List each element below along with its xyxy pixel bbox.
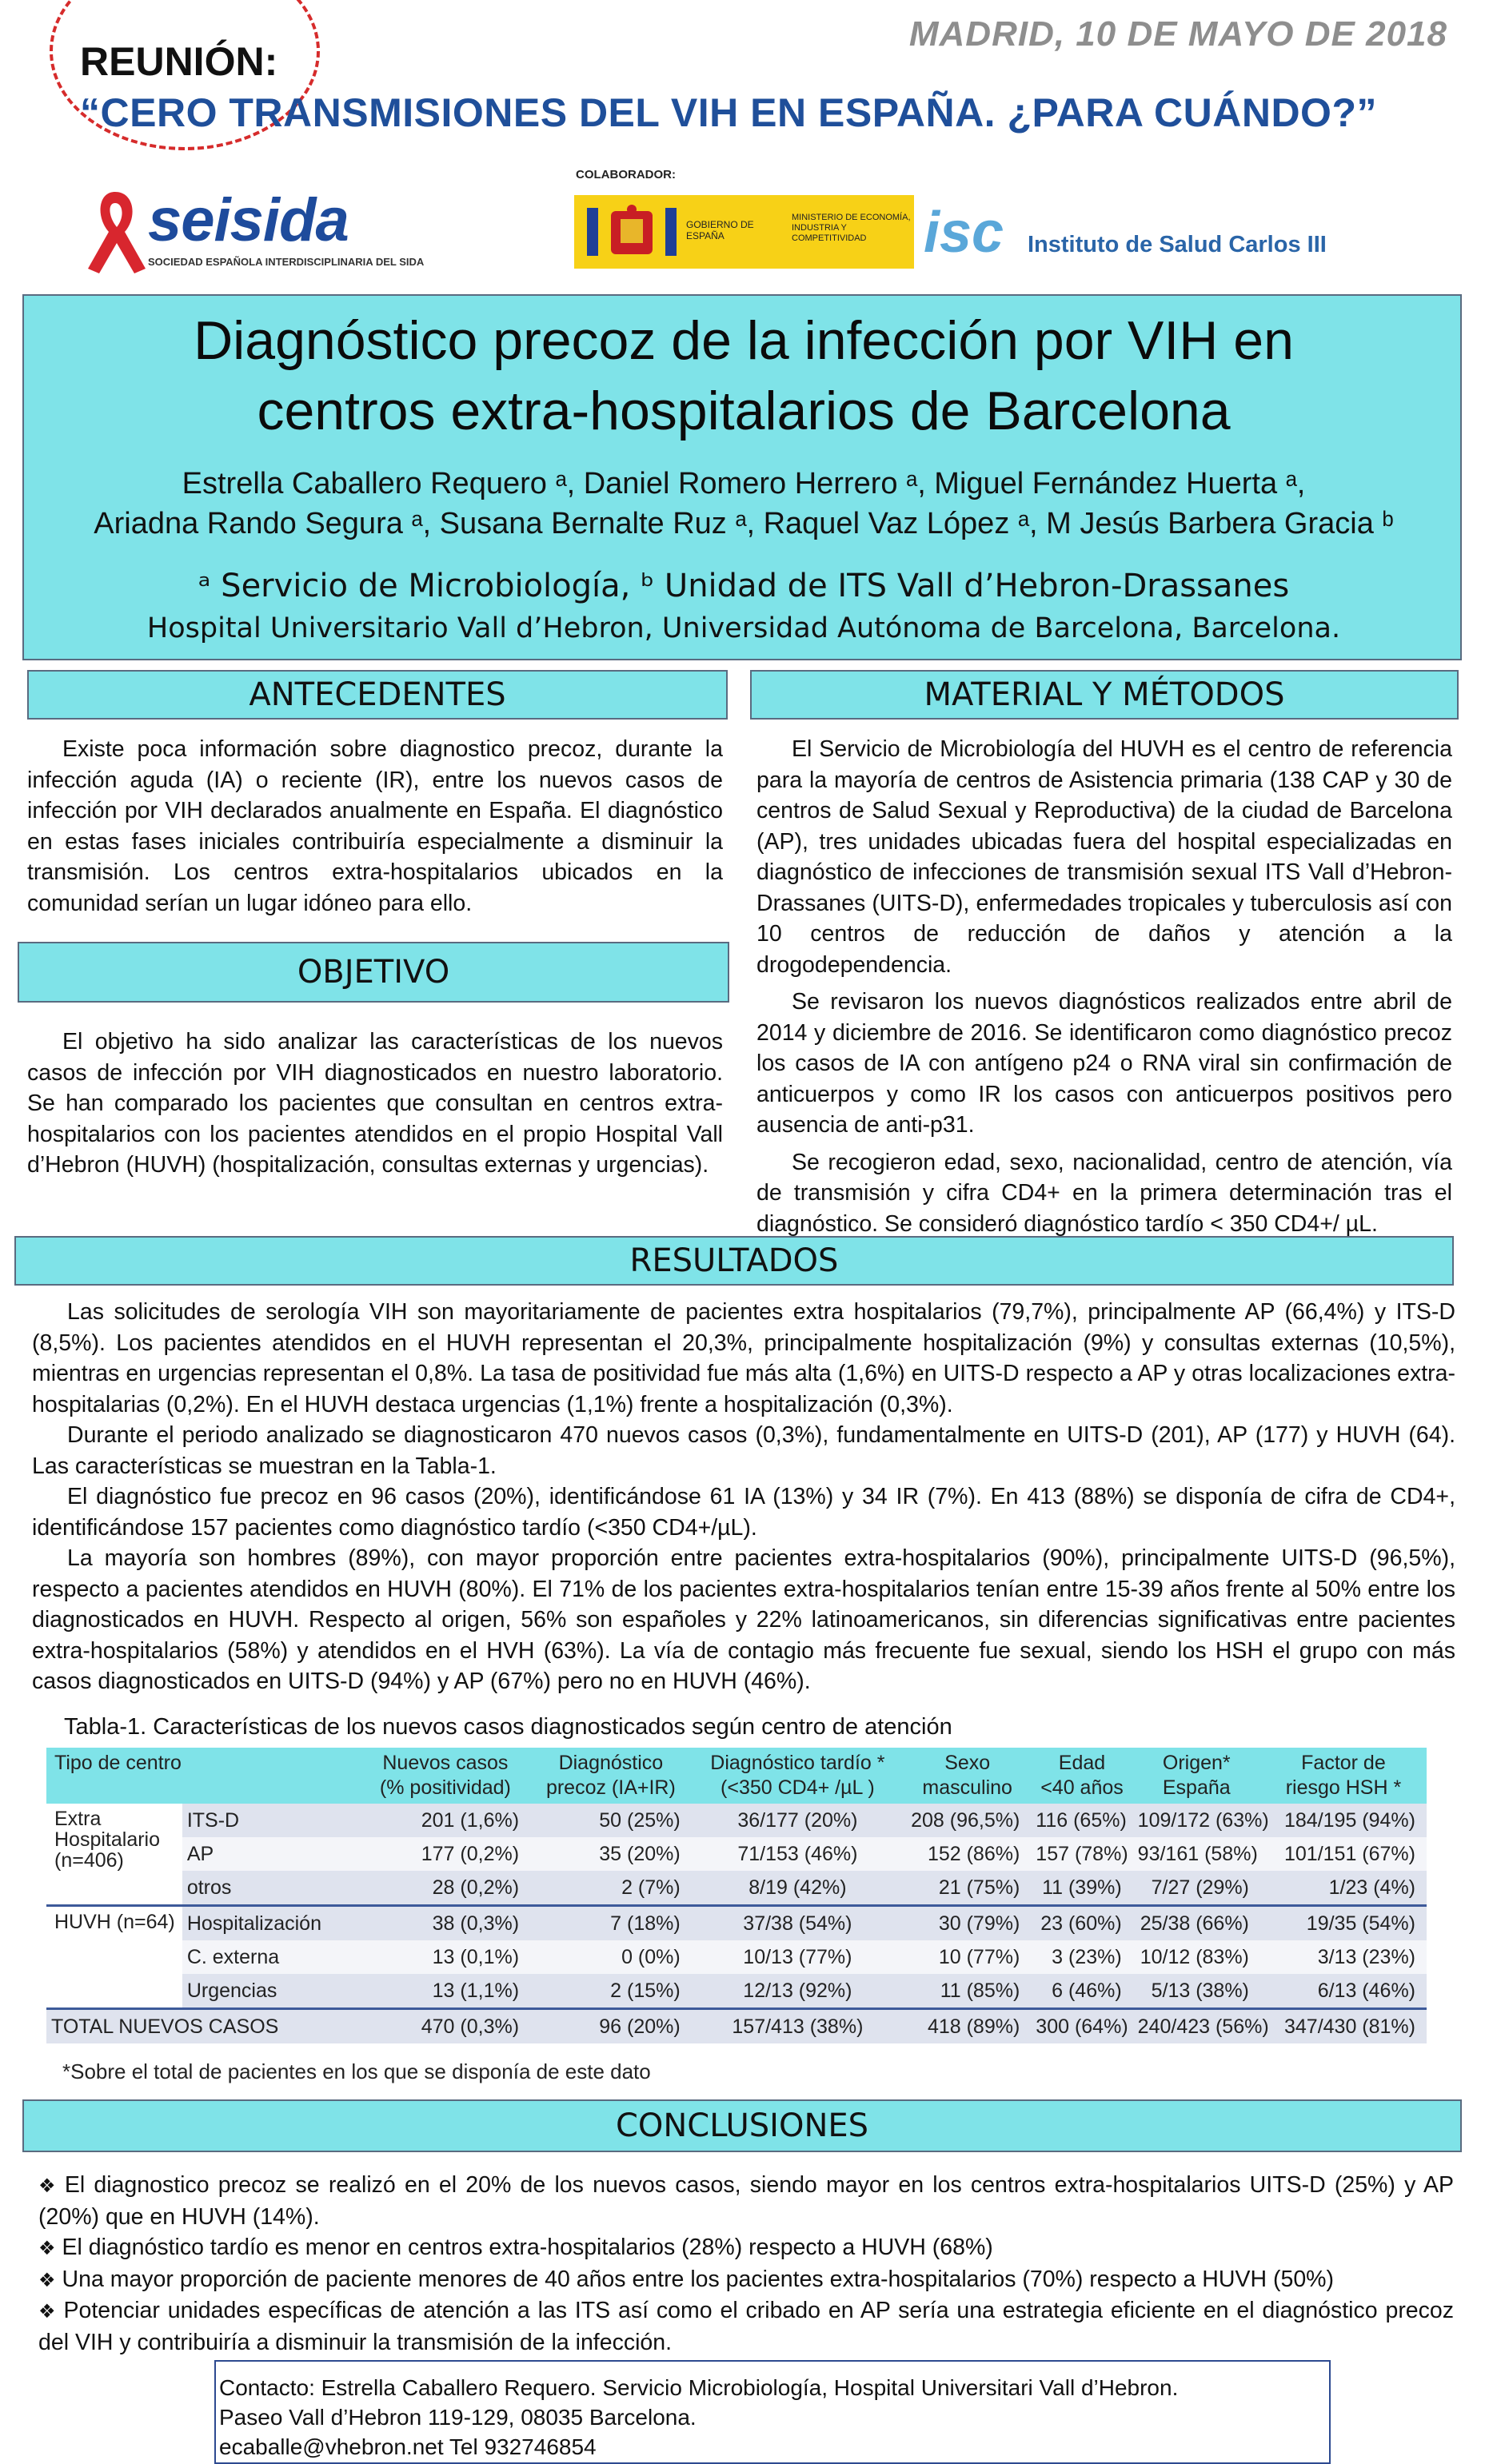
conclusion-item: ❖ El diagnóstico tardío es menor en centros extra-hospitalarios (28%) respecto a HUVH (68%)	[38, 2235, 993, 2260]
conclusion-item: ❖ Potenciar unidades específicas de atención a las ITS así como el cribado en AP sería una estrategia eficiente en el diagnóstico precoz del VIH y contribuiría a disminuir la transmisión de la infección.	[38, 2298, 1455, 2355]
cell-precoz: 35 (20%)	[530, 1837, 692, 1871]
resultados-paragraph: Las solicitudes de serología VIH son mayoritariamente de pacientes extra hospitalarios (79,7%), principalmente AP (66,4%) y ITS-D (8,5%). Los pacientes atendidos en el HUVH representan el 20,3%, principalmente hospitalización (9%) y consultas externas (10,5%), mientras en urgencias representan el 0,8%. La tasa de positividad fue más alta (1,6%) en UITS-D respecto a AP y otras localizaciones extra-hospitalarias (0,2%). En el HUVH destaca urgencias (1,1%) frente a hospitalización (0,3%).	[32, 1299, 1455, 1417]
header-tipo-centro: Tipo de centro	[46, 1748, 361, 1804]
conclusions-list	[38, 2170, 1454, 2358]
cell-riesgo: 1/23 (4%)	[1260, 1871, 1427, 1906]
header-diagnostico-precoz: Diagnóstico precoz (IA+IR)	[530, 1748, 692, 1804]
diamond-bullet-icon: ❖	[38, 2300, 58, 2322]
material-paragraph: Se revisaron los nuevos diagnósticos realizados entre abril de 2014 y diciembre de 2016. Se identificaron como diagnóstico precoz los casos de IA con antígeno p24 o RNA viral sin confirmación de anticuerpos y como IR los casos con anticuerpos positivos pero ausencia de anti-p31.	[756, 989, 1452, 1138]
poster-title	[24, 305, 1463, 446]
coat-of-arms-icon	[584, 203, 680, 261]
isciii-mark: isc	[924, 201, 1004, 265]
poster-title-line-2: centros extra-hospitalarios de Barcelona	[257, 381, 1231, 441]
cell-tardio: 10/13 (77%)	[692, 1940, 904, 1974]
cell-total-label: TOTAL NUEVOS CASOS	[46, 2009, 361, 2044]
cell-tardio: 12/13 (92%)	[692, 1974, 904, 2009]
material-metodos-body	[756, 734, 1452, 1246]
meeting-label: REUNIÓN:	[80, 39, 278, 84]
cell-riesgo: 19/35 (54%)	[1260, 1906, 1427, 1941]
cell-nuevos: 38 (0,3%)	[361, 1906, 530, 1941]
cell-edad: 6 (46%)	[1031, 1974, 1132, 2009]
table-row	[46, 1837, 1427, 1871]
cell-precoz: 7 (18%)	[530, 1906, 692, 1941]
government-text: GOBIERNO DE ESPAÑA	[686, 219, 754, 241]
section-heading-resultados: RESULTADOS	[14, 1236, 1454, 1286]
material-paragraph: Se recogieron edad, sexo, nacionalidad, centro de atención, vía de transmisión y cifra CD4+ en la primera determinación tras el diagnóstico. Se consideró diagnóstico tardío < 350 CD4+/ µL.	[756, 1149, 1452, 1237]
isciii-logo	[924, 200, 1403, 267]
meeting-date: MADRID, 10 DE MAYO DE 2018	[908, 14, 1447, 54]
title-box	[22, 294, 1462, 660]
cell-origen: 7/27 (29%)	[1133, 1871, 1260, 1906]
cell-riesgo: 6/13 (46%)	[1260, 1974, 1427, 2009]
affiliation-line-1: ᵃ Servicio de Microbiología, ᵇ Unidad de ITS Vall d’Hebron-Drassanes	[198, 568, 1290, 604]
cell-center: AP	[182, 1837, 361, 1871]
header-banner	[0, 0, 1485, 288]
characteristics-table	[46, 1748, 1427, 2043]
cell-sexo: 21 (75%)	[904, 1871, 1031, 1906]
objetivo-body	[27, 1027, 723, 1181]
poster-title-line-1: Diagnóstico precoz de la infección por VIH en	[194, 310, 1294, 371]
cell-tardio: 71/153 (46%)	[692, 1837, 904, 1871]
contact-box	[214, 2360, 1331, 2464]
group-huvh: HUVH (n=64)	[46, 1906, 182, 2009]
seisida-logo	[80, 185, 448, 275]
diamond-bullet-icon: ❖	[38, 2268, 56, 2291]
contact-address: Paseo Vall d’Hebron 119-129, 08035 Barcelona.	[219, 2405, 697, 2430]
table-footnote: *Sobre el total de pacientes en los que se disponía de este dato	[62, 2059, 651, 2083]
collaborator-label: COLABORADOR:	[576, 168, 676, 181]
section-heading-objetivo: OBJETIVO	[18, 942, 729, 1003]
section-heading-material-metodos: MATERIAL Y MÉTODOS	[750, 670, 1459, 720]
cell-origen: 25/38 (66%)	[1133, 1906, 1260, 1941]
cell-tardio: 157/413 (38%)	[692, 2009, 904, 2044]
cell-center: ITS-D	[182, 1804, 361, 1837]
cell-origen: 93/161 (58%)	[1133, 1837, 1260, 1871]
cell-nuevos: 470 (0,3%)	[361, 2009, 530, 2044]
cell-edad: 157 (78%)	[1031, 1837, 1132, 1871]
seisida-subtitle: SOCIEDAD ESPAÑOLA INTERDISCIPLINARIA DEL SIDA	[148, 256, 425, 268]
cell-center: Hospitalización	[182, 1906, 361, 1941]
header-edad: Edad <40 años	[1031, 1748, 1132, 1804]
header-factor-riesgo: Factor de riesgo HSH *	[1260, 1748, 1427, 1804]
cell-sexo: 208 (96,5%)	[904, 1804, 1031, 1837]
cell-center: C. externa	[182, 1940, 361, 1974]
cell-riesgo: 101/151 (67%)	[1260, 1837, 1427, 1871]
table-row	[46, 1906, 1427, 1941]
cell-precoz: 2 (15%)	[530, 1974, 692, 2009]
cell-precoz: 96 (20%)	[530, 2009, 692, 2044]
results-table	[46, 1748, 1427, 2043]
material-paragraph: El Servicio de Microbiología del HUVH es el centro de referencia para la mayoría de centros de Asistencia primaria (138 CAP y 30 de centros de Salud Sexual y Reproductiva) de la ciudad de Barcelona (AP), tres unidades ubicadas fuera del hospital especializadas en diagnóstico de infecciones de transmisión sexual ITS Vall d’Hebron-Drassanes (UITS-D), enfermedades tropicales y tuberculosis así con 10 centros de reducción de daños y atención a la drogodependencia.	[756, 736, 1452, 978]
government-logo	[574, 195, 914, 269]
cell-riesgo: 347/430 (81%)	[1260, 2009, 1427, 2044]
cell-riesgo: 3/13 (23%)	[1260, 1940, 1427, 1974]
table-row	[46, 1974, 1427, 2009]
cell-origen: 5/13 (38%)	[1133, 1974, 1260, 2009]
authors-line-1: Estrella Caballero Requero ᵃ, Daniel Romero Herrero ᵃ, Miguel Fernández Huerta ᵃ,	[182, 467, 1306, 500]
cell-riesgo: 184/195 (94%)	[1260, 1804, 1427, 1837]
header-nuevos-casos: Nuevos casos (% positividad)	[361, 1748, 530, 1804]
meeting-title: “CERO TRANSMISIONES DEL VIH EN ESPAÑA. ¿PARA CUÁNDO?”	[80, 90, 1377, 135]
cell-sexo: 10 (77%)	[904, 1940, 1031, 1974]
contact-email-phone[interactable]: ecaballe@vhebron.net Tel 932746854	[219, 2434, 597, 2459]
header-origen: Origen* España	[1133, 1748, 1260, 1804]
table-caption: Tabla-1. Características de los nuevos casos diagnosticados según centro de atención	[64, 1714, 952, 1740]
cell-origen: 240/423 (56%)	[1133, 2009, 1260, 2044]
cell-nuevos: 177 (0,2%)	[361, 1837, 530, 1871]
resultados-paragraph: Durante el periodo analizado se diagnosticaron 470 nuevos casos (0,3%), fundamentalmente en UITS-D (201), AP (177) y HUVH (64). Las características se muestran en la Tabla-1.	[32, 1422, 1455, 1479]
cell-origen: 109/172 (63%)	[1133, 1804, 1260, 1837]
cell-center: Urgencias	[182, 1974, 361, 2009]
diamond-bullet-icon: ❖	[38, 2237, 56, 2259]
cell-edad: 300 (64%)	[1031, 2009, 1132, 2044]
cell-precoz: 2 (7%)	[530, 1871, 692, 1906]
header-sexo-masculino: Sexo masculino	[904, 1748, 1031, 1804]
contact-line: Contacto: Estrella Caballero Requero. Servicio Microbiología, Hospital Universitari Vall d’Hebron.	[219, 2375, 1179, 2400]
cell-nuevos: 201 (1,6%)	[361, 1804, 530, 1837]
table-row	[46, 1940, 1427, 1974]
table-row	[46, 1871, 1427, 1906]
resultados-paragraph: El diagnóstico fue precoz en 96 casos (20%), identificándose 61 IA (13%) y 34 IR (7%). En 413 (88%) se disponía de cifra de CD4+, identificándose 157 pacientes como diagnóstico tardío (<350 CD4+/µL).	[32, 1484, 1455, 1541]
group-extra-hospitalario: Extra Hospitalario (n=406)	[46, 1804, 182, 1906]
cell-precoz: 0 (0%)	[530, 1940, 692, 1974]
cell-sexo: 11 (85%)	[904, 1974, 1031, 2009]
isciii-name: Instituto de Salud Carlos III	[1028, 232, 1327, 257]
resultados-body	[32, 1297, 1455, 1697]
conclusion-item: ❖ Una mayor proporción de paciente menores de 40 años entre los pacientes extra-hospitalarios (70%) respecto a HUVH (50%)	[38, 2266, 1335, 2292]
cell-edad: 23 (60%)	[1031, 1906, 1132, 1941]
objetivo-paragraph: El objetivo ha sido analizar las características de los nuevos casos de infección por VIH diagnosticados en nuestro laboratorio. Se han comparado los pacientes que consultan en centros extra-hospitalarios con los pacientes atendidos en el propio Hospital Vall d’Hebron (HUVH) (hospitalización, consultas externas y urgencias).	[27, 1029, 723, 1178]
conclusion-item: ❖ El diagnostico precoz se realizó en el 20% de los nuevos casos, siendo mayor en los centros extra-hospitalarios UITS-D (25%) y AP (20%) que en HUVH (14%).	[38, 2172, 1454, 2230]
author-list	[24, 464, 1463, 544]
section-heading-conclusiones: CONCLUSIONES	[22, 2099, 1462, 2152]
table-header-row	[46, 1748, 1427, 1804]
cell-nuevos: 13 (1,1%)	[361, 1974, 530, 2009]
cell-center: otros	[182, 1871, 361, 1906]
cell-tardio: 36/177 (20%)	[692, 1804, 904, 1837]
seisida-name: seisida	[148, 186, 349, 254]
table-total-row	[46, 2009, 1427, 2044]
resultados-paragraph: La mayoría son hombres (89%), con mayor proporción entre pacientes extra-hospitalarios (90%), principalmente UITS-D (96,5%), respecto a pacientes atendidos en HUVH (80%). El 71% de los pacientes extra-hospitalarios tenían entre 15-39 años frente al 50% entre los diagnosticados en HUVH. Respecto al origen, 56% son españoles y 22% latinoamericanos, sin diferencias significativas entre pacientes extra-hospitalarios (58%) y atendidos en el HVH (63%). La vía de contagio más frecuente fue sexual, siendo los HSH el grupo con más casos diagnosticados en UITS-D (94%) y AP (67%) pero no en HUVH (46%).	[32, 1545, 1455, 1694]
cell-edad: 116 (65%)	[1031, 1804, 1132, 1837]
cell-origen: 10/12 (83%)	[1133, 1940, 1260, 1974]
cell-precoz: 50 (25%)	[530, 1804, 692, 1837]
cell-nuevos: 28 (0,2%)	[361, 1871, 530, 1906]
header-diagnostico-tardio: Diagnóstico tardío * (<350 CD4+ /µL )	[692, 1748, 904, 1804]
cell-tardio: 37/38 (54%)	[692, 1906, 904, 1941]
cell-nuevos: 13 (0,1%)	[361, 1940, 530, 1974]
cell-sexo: 418 (89%)	[904, 2009, 1031, 2044]
antecedentes-body	[27, 734, 723, 919]
cell-tardio: 8/19 (42%)	[692, 1871, 904, 1906]
section-heading-antecedentes: ANTECEDENTES	[27, 670, 728, 720]
antecedentes-paragraph: Existe poca información sobre diagnostico precoz, durante la infección aguda (IA) o reciente (IR), entre los nuevos casos de infección por VIH declarados anualmente en España. El diagnóstico en estas fases iniciales contribuiría especialmente a disminuir la transmisión. Los centros extra-hospitalarios ubicados en la comunidad serían un lugar idóneo para ello.	[27, 736, 723, 916]
cell-sexo: 152 (86%)	[904, 1837, 1031, 1871]
authors-line-2: Ariadna Rando Segura ᵃ, Susana Bernalte Ruz ᵃ, Raquel Vaz López ᵃ, M Jesús Barbera Gracia ᵇ	[94, 507, 1394, 540]
cell-edad: 3 (23%)	[1031, 1940, 1132, 1974]
cell-sexo: 30 (79%)	[904, 1906, 1031, 1941]
affiliation-line-2: Hospital Universitario Vall d’Hebron, Universidad Autónoma de Barcelona, Barcelona.	[146, 612, 1341, 644]
cell-edad: 11 (39%)	[1031, 1871, 1132, 1906]
table-row	[46, 1804, 1427, 1837]
red-ribbon-icon	[80, 185, 152, 275]
diamond-bullet-icon: ❖	[38, 2175, 58, 2197]
ministry-text: MINISTERIO DE ECONOMÍA, INDUSTRIA Y COMPETITIVIDAD	[792, 213, 911, 243]
